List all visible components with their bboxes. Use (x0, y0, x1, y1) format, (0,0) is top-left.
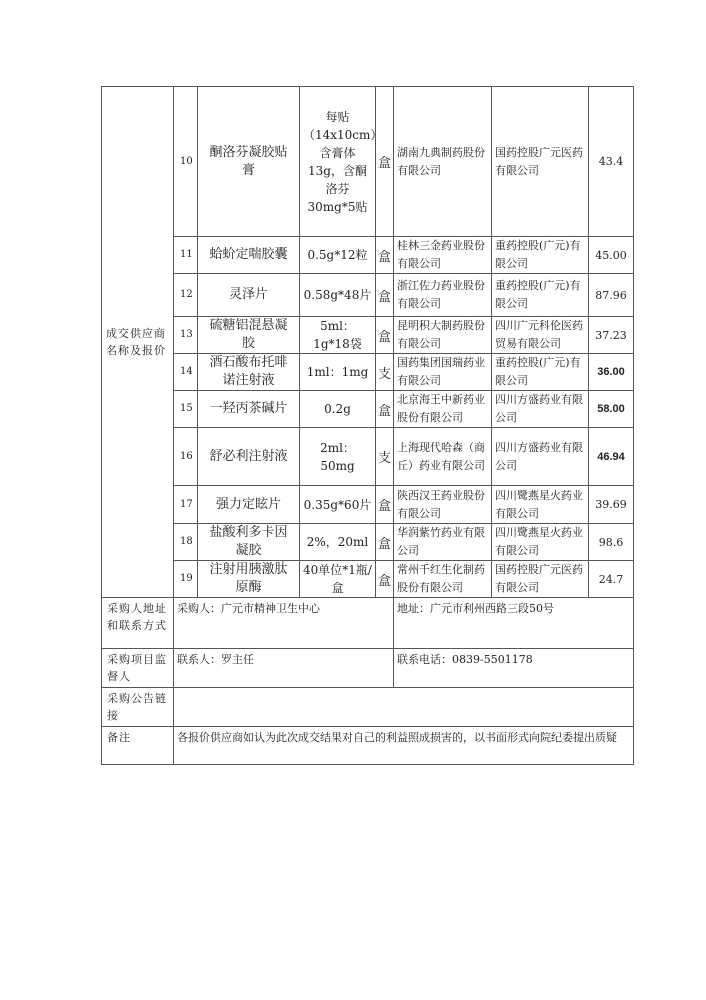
drug-name: 注射用胰激肽原酶 (198, 561, 300, 598)
drug-unit: 支 (376, 354, 394, 391)
price: 58.00 (589, 391, 634, 428)
manufacturer: 北京海王中新药业股份有限公司 (394, 391, 492, 428)
supplier: 国药控股广元医药有限公司 (492, 87, 589, 237)
purchaser-label: 采购人地址和联系方式 (102, 598, 174, 649)
supplier: 重药控股(广元)有限公司 (492, 237, 589, 274)
drug-spec: 每贴（14x10cm）含膏体13g，含酮洛芬30mg*5贴 (300, 87, 376, 237)
table-row (102, 237, 634, 274)
drug-name: 一羟丙茶碱片 (198, 391, 300, 428)
supplier: 重药控股(广元)有限公司 (492, 354, 589, 391)
row-number: 12 (174, 274, 198, 317)
manufacturer: 上海现代哈森（商丘）药业有限公司 (394, 428, 492, 486)
drug-unit: 盒 (376, 274, 394, 317)
table-row (102, 391, 634, 428)
drug-spec: 5ml：1g*18袋 (300, 317, 376, 354)
supervisor-row (102, 649, 634, 688)
drug-unit: 盒 (376, 87, 394, 237)
drug-name: 灵泽片 (198, 274, 300, 317)
drug-unit: 盒 (376, 237, 394, 274)
table-row (102, 317, 634, 354)
drug-unit: 盒 (376, 391, 394, 428)
drug-unit: 支 (376, 428, 394, 486)
drug-spec: 40单位*1瓶/盒 (300, 561, 376, 598)
drug-unit: 盒 (376, 486, 394, 524)
remarks-label: 备注 (102, 727, 174, 765)
drug-spec: 2ml：50mg (300, 428, 376, 486)
price: 87.96 (589, 274, 634, 317)
notice-link[interactable] (174, 688, 634, 727)
table-row (102, 428, 634, 486)
manufacturer: 昆明积大制药股份有限公司 (394, 317, 492, 354)
manufacturer: 国药集团国瑞药业有限公司 (394, 354, 492, 391)
purchaser-row (102, 598, 634, 649)
row-number: 16 (174, 428, 198, 486)
drug-spec: 0.58g*48片 (300, 274, 376, 317)
price: 46.94 (589, 428, 634, 486)
drug-unit: 盒 (376, 317, 394, 354)
drug-unit: 盒 (376, 561, 394, 598)
drug-spec: 2%，20ml (300, 524, 376, 561)
drug-name: 酒石酸布托啡诺注射液 (198, 354, 300, 391)
price: 36.00 (589, 354, 634, 391)
drug-spec: 1ml：1mg (300, 354, 376, 391)
table-row (102, 274, 634, 317)
row-number: 17 (174, 486, 198, 524)
supervisor-phone: 联系电话：0839-5501178 (394, 649, 634, 688)
row-number: 11 (174, 237, 198, 274)
row-number: 13 (174, 317, 198, 354)
manufacturer: 华润紫竹药业有限公司 (394, 524, 492, 561)
price: 43.4 (589, 87, 634, 237)
row-number: 15 (174, 391, 198, 428)
price: 24.7 (589, 561, 634, 598)
table-row (102, 524, 634, 561)
supplier: 国药控股广元医药有限公司 (492, 561, 589, 598)
purchaser-name: 采购人：广元市精神卫生中心 (174, 598, 394, 649)
purchaser-address: 地址：广元市利州西路三段50号 (394, 598, 634, 649)
supplier: 四川方盛药业有限公司 (492, 428, 589, 486)
drug-name: 蛤蚧定喘胶囊 (198, 237, 300, 274)
drug-name: 强力定眩片 (198, 486, 300, 524)
table-row (102, 354, 634, 391)
drug-name: 硫糖铝混悬凝胶 (198, 317, 300, 354)
procurement-document (101, 86, 633, 765)
section-label: 成交供应商名称及报价 (102, 87, 174, 598)
remarks-row (102, 727, 634, 765)
row-number: 14 (174, 354, 198, 391)
drug-spec: 0.2g (300, 391, 376, 428)
price: 37.23 (589, 317, 634, 354)
drug-spec: 0.35g*60片 (300, 486, 376, 524)
price: 39.69 (589, 486, 634, 524)
supplier: 四川鹭燕星火药业有限公司 (492, 524, 589, 561)
supplier: 重药控股(广元)有限公司 (492, 274, 589, 317)
supervisor-label: 采购项目监督人 (102, 649, 174, 688)
supplier: 四川广元科伦医药贸易有限公司 (492, 317, 589, 354)
manufacturer: 浙江佐力药业股份有限公司 (394, 274, 492, 317)
notice-row (102, 688, 634, 727)
manufacturer: 陕西汉王药业股份有限公司 (394, 486, 492, 524)
price: 98.6 (589, 524, 634, 561)
supervisor-contact: 联系人：罗主任 (174, 649, 394, 688)
drug-name: 酮洛芬凝胶贴膏 (198, 87, 300, 237)
row-number: 10 (174, 87, 198, 237)
drug-name: 舒必利注射液 (198, 428, 300, 486)
drug-spec: 0.5g*12粒 (300, 237, 376, 274)
table-row (102, 561, 634, 598)
notice-label: 采购公告链接 (102, 688, 174, 727)
price: 45.00 (589, 237, 634, 274)
drug-unit: 盒 (376, 524, 394, 561)
row-number: 19 (174, 561, 198, 598)
result-table (101, 86, 634, 765)
supplier: 四川方盛药业有限公司 (492, 391, 589, 428)
remarks-text: 各报价供应商如认为此次成交结果对自己的利益照成损害的，以书面形式向院纪委提出质疑 (174, 727, 634, 765)
table-row (102, 486, 634, 524)
manufacturer: 桂林三金药业股份有限公司 (394, 237, 492, 274)
manufacturer: 湖南九典制药股份有限公司 (394, 87, 492, 237)
manufacturer: 常州千红生化制药股份有限公司 (394, 561, 492, 598)
drug-name: 盐酸利多卡因凝胶 (198, 524, 300, 561)
row-number: 18 (174, 524, 198, 561)
supplier: 四川鹭燕星火药业有限公司 (492, 486, 589, 524)
table-row (102, 87, 634, 237)
